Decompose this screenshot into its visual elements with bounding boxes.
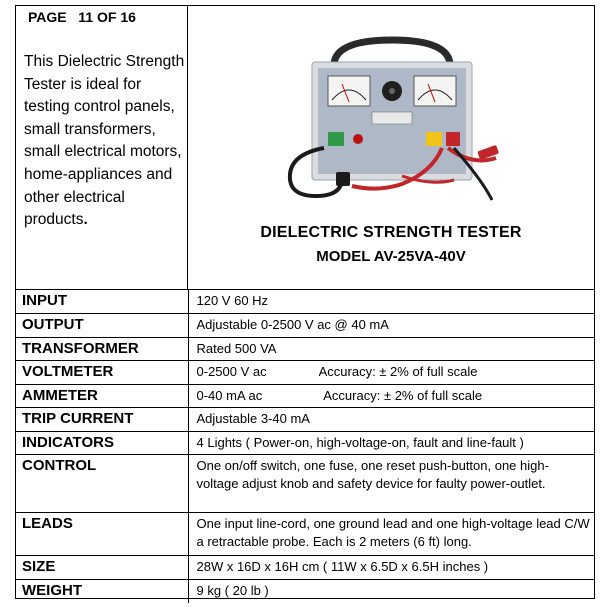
intro-paragraph: [24, 51, 186, 232]
spec-value-cell: [188, 384, 594, 408]
spec-table: [16, 290, 594, 603]
spec-accuracy: Accuracy: ± 2% of full scale: [323, 387, 483, 403]
spec-label: WEIGHT: [16, 579, 188, 603]
product-title: DIELECTRIC STRENGTH TESTER: [260, 224, 522, 241]
spec-row-indicators: [16, 431, 594, 455]
page-number: PAGE 11 OF 16: [28, 9, 136, 25]
spec-row-weight: [16, 579, 594, 603]
spec-row-leads: [16, 513, 594, 556]
spec-value: 4 Lights ( Power-on, high-voltage-on, fault and line-fault ): [188, 431, 594, 455]
spec-label: TRIP CURRENT: [16, 408, 188, 432]
spec-label: OUTPUT: [16, 314, 188, 338]
spec-label: INDICATORS: [16, 431, 188, 455]
spec-value: One on/off switch, one fuse, one reset push-button, one high-voltage adjust knob and safety device for faulty power-outlet.: [188, 455, 594, 513]
spec-label: TRANSFORMER: [16, 337, 188, 361]
header-right-cell: [188, 6, 594, 289]
product-model: MODEL AV-25VA-40V: [316, 248, 466, 265]
spec-value: 0-2500 V ac: [196, 364, 267, 379]
spec-value: 0-40 mA ac: [196, 387, 263, 403]
header-left-cell: [16, 6, 188, 289]
spec-accuracy: Accuracy: ± 2% of full scale: [318, 364, 478, 379]
spec-label: AMMETER: [16, 384, 188, 408]
spec-row-transformer: [16, 337, 594, 361]
spec-value: 120 V 60 Hz: [188, 290, 594, 314]
spec-row-output: [16, 314, 594, 338]
spec-value: Adjustable 3-40 mA: [188, 408, 594, 432]
spec-label: SIZE: [16, 556, 188, 580]
spec-value: 28W x 16D x 16H cm ( 11W x 6.5D x 6.5H inches ): [188, 556, 594, 580]
spec-label: VOLTMETER: [16, 361, 188, 385]
spec-value: Adjustable 0-2500 V ac @ 40 mA: [188, 314, 594, 338]
spec-row-control: [16, 455, 594, 513]
intro-text: This Dielectric Strength Tester is ideal for testing control panels, small transformers, small electrical motors, home-appliances and other electrical products: [24, 53, 185, 229]
header-section: [16, 6, 594, 290]
spec-row-ammeter: [16, 384, 594, 408]
spec-value: Rated 500 VA: [188, 337, 594, 361]
spec-label: CONTROL: [16, 455, 188, 513]
spec-label: LEADS: [16, 513, 188, 556]
spec-row-size: [16, 556, 594, 580]
spec-value: One input line-cord, one ground lead and one high-voltage lead C/W a retractable probe. Each is 2 meters (6 ft) long.: [188, 513, 594, 556]
spec-row-input: [16, 290, 594, 314]
spec-sheet: [15, 5, 595, 599]
spec-value: 9 kg ( 20 lb ): [196, 582, 269, 598]
spec-label: INPUT: [16, 290, 188, 314]
intro-end: .: [83, 211, 88, 229]
spec-row-trip-current: [16, 408, 594, 432]
spec-row-voltmeter: [16, 361, 594, 385]
product-photo: [282, 36, 500, 206]
spec-value-cell: [188, 361, 594, 385]
